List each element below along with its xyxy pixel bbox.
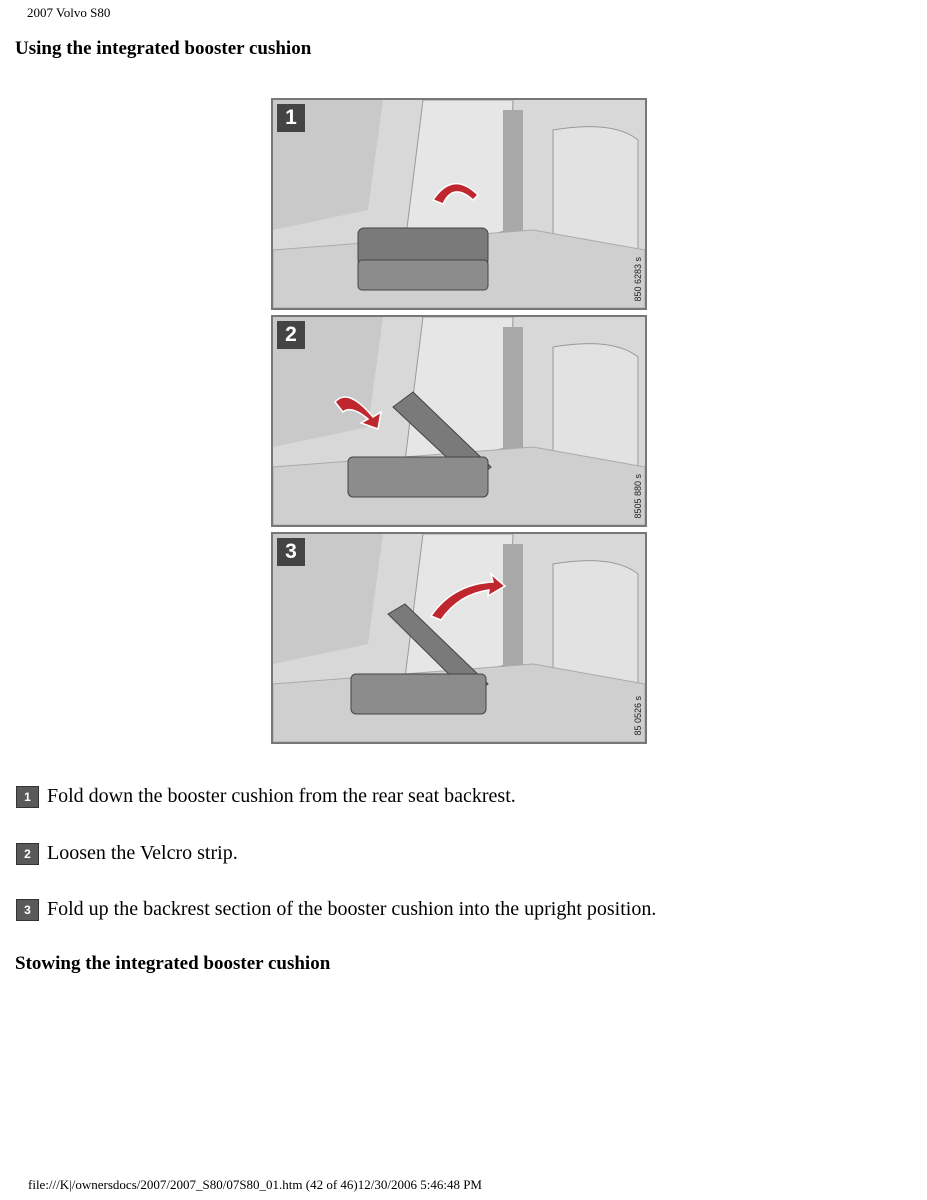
rear-seat-illustration xyxy=(273,100,645,308)
rear-seat-illustration xyxy=(273,534,645,742)
figure-1-code: 850 6283 s xyxy=(633,257,643,302)
page-header: 2007 Volvo S80 xyxy=(27,5,111,20)
figure-2-code: 8505 880 s xyxy=(633,474,643,519)
section-heading: Stowing the integrated booster cushion xyxy=(15,953,331,974)
rear-seat-illustration xyxy=(273,317,645,525)
page-title: Using the integrated booster cushion xyxy=(15,38,312,59)
step-2-number-badge: 2 xyxy=(16,843,39,865)
figure-3-number-badge: 3 xyxy=(277,538,305,566)
figure-3 xyxy=(271,532,647,744)
step-3-text: Fold up the backrest section of the booster cushion into the upright position. xyxy=(47,898,657,920)
step-2-text: Loosen the Velcro strip. xyxy=(47,842,238,864)
step-2 xyxy=(16,842,238,865)
step-3-number-badge: 3 xyxy=(16,899,39,921)
figure-1-number-badge: 1 xyxy=(277,104,305,132)
figure-2 xyxy=(271,315,647,527)
step-1-text: Fold down the booster cushion from the rear seat backrest. xyxy=(47,785,516,807)
figure-1 xyxy=(271,98,647,310)
step-3 xyxy=(16,898,656,921)
step-1 xyxy=(16,785,516,808)
figure-2-number-badge: 2 xyxy=(277,321,305,349)
figure-3-code: 85 0526 s xyxy=(633,696,643,736)
footer-path: file:///K|/ownersdocs/2007/2007_S80/07S80_01.htm (42 of 46)12/30/2006 5:46:48 PM xyxy=(28,1177,482,1192)
step-1-number-badge: 1 xyxy=(16,786,39,808)
